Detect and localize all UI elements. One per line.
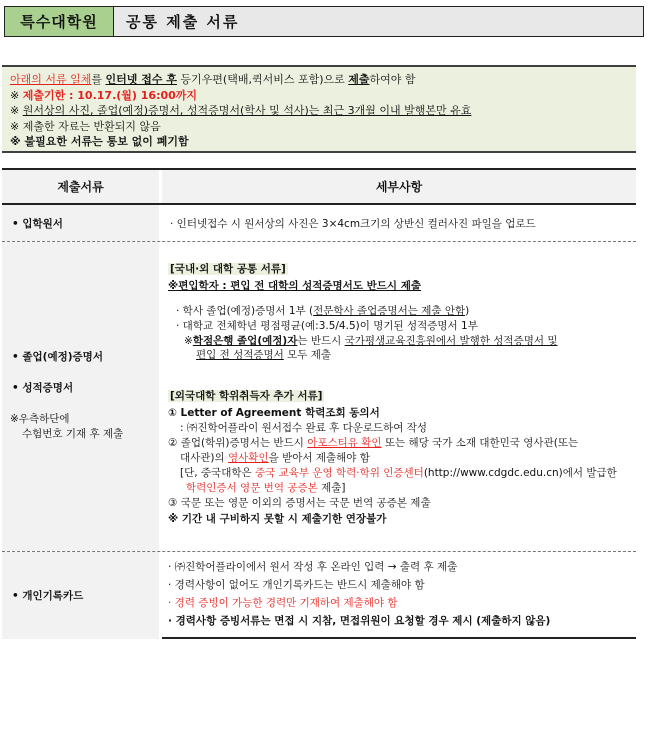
detail-text: ② 졸업(학위)증명서는 반드시: [168, 437, 308, 449]
detail-text: 중국 교육부 운영 학력·학위 인증센터: [254, 467, 424, 479]
detail-text: 영사확인: [228, 452, 269, 464]
detail-text: 또는 해당 국가 소재 대한민국 영사관(또는: [381, 437, 579, 449]
foreign-item-3: ③ 국문 또는 영문 이외의 증명서는 국문 번역 공증본 제출: [168, 497, 431, 509]
section-common-title: [국내·외 대학 공통 서류]: [170, 263, 286, 275]
foreign-item-2-china: [180, 466, 617, 480]
foreign-item-1: ① Letter of Agreement 학력조회 동의서: [168, 407, 380, 419]
detail-item-bachelor: [176, 304, 469, 318]
table-row-career: [2, 552, 636, 639]
foreign-item-4: ※ 기간 내 구비하지 못할 시 제출기한 연장불가: [168, 513, 387, 525]
notice-line-1: [10, 72, 628, 88]
career-item-4: · 경력사항 증빙서류는 면접 시 지참, 면접위원이 요청할 경우 제시 (제출하지 않음): [168, 615, 551, 627]
notice-after-online: 인터넷 접수 후: [105, 73, 177, 86]
detail-text: 아포스티유 확인: [307, 437, 382, 449]
application-detail: · 인터넷접수 시 원서상의 사진은 3×4cm크기의 상반신 컬러사진 파일을 업로드: [170, 217, 536, 230]
detail-text: 편입 전 성적증명서: [196, 349, 284, 361]
detail-text: 학점은행 졸업(예정)자: [192, 335, 298, 347]
detail-text: 학력인증서 영문 번역 공증본: [186, 482, 318, 494]
notice-line-4: ※ 제출한 자료는 반환되지 않음: [10, 119, 161, 133]
detail-text: ※: [184, 335, 193, 347]
row-label-cell: [2, 205, 159, 241]
detail-text: 국가평생교육진흥원에서 발행한 성적증명서 및: [344, 335, 558, 347]
foreign-item-2-cont: [180, 451, 370, 465]
table-row-application: [2, 205, 636, 242]
notice-line-5: ※ 불필요한 서류는 통보 없이 폐기함: [10, 135, 189, 148]
graduation-detail: [162, 242, 636, 551]
label-graduation-certificate: • 졸업(예정)증명서: [12, 351, 103, 363]
section-foreign-title: [외국대학 학위취득자 추가 서류]: [170, 390, 323, 402]
foreign-item-2-china-cont: [186, 481, 345, 495]
school-name: 특수대학원: [5, 7, 114, 36]
table-row-graduation: [2, 242, 636, 552]
notice-text: 를: [91, 73, 106, 86]
notice-text: 하여야 함: [369, 73, 416, 86]
detail-text: 제출]: [317, 482, 346, 494]
documents-table: [2, 168, 636, 639]
detail-text: 모두 제출: [283, 349, 332, 361]
notice-line-3: [10, 103, 628, 119]
label-transcript: • 성적증명서: [12, 382, 74, 394]
detail-text: · 학사 졸업(예정)증명서 1부 (: [176, 305, 314, 317]
career-item-2: · 경력사항이 없어도 개인기록카드는 반드시 제출해야 함: [168, 579, 425, 591]
col-header-documents: 제출서류: [2, 170, 159, 203]
notice-mark: ※: [10, 104, 23, 117]
notice-validity: 원서상의 사진, 졸업(예정)증명서, 성적증명서(학사 및 석사)는 최근 3개월 이내 발행본만 유효: [22, 104, 472, 117]
detail-item-credit-bank-cont: [196, 348, 331, 362]
label-application-form: • 입학원서: [12, 217, 63, 230]
career-detail: [162, 552, 636, 639]
notice-box: [2, 65, 636, 153]
detail-text: 을 받아서 제출해야 함: [268, 452, 370, 464]
transfer-note: ※편입학자 : 편입 전 대학의 성적증명서도 반드시 제출: [168, 280, 421, 292]
label-note-line: ※우측하단에: [10, 413, 70, 425]
col-header-details: 세부사항: [162, 170, 636, 203]
notice-line-2: [10, 88, 628, 104]
page-header: [4, 6, 644, 37]
page-title: 공통 제출 서류: [114, 7, 643, 36]
detail-text: 전문학사 졸업증명서는 제출 안함: [313, 305, 466, 317]
detail-text: 는 반드시: [297, 335, 345, 347]
detail-text: [단, 중국대학은: [180, 467, 255, 479]
notice-submit: 제출: [348, 73, 370, 86]
label-note-line: 수험번호 기재 후 제출: [22, 428, 124, 440]
notice-all-documents: 아래의 서류 일체: [10, 73, 92, 86]
detail-text: 대사관)의: [180, 452, 229, 464]
notice-text: 등기우편(택배,퀵서비스 포함)으로: [176, 73, 349, 86]
label-note: [10, 412, 123, 442]
row-label-cell: [2, 242, 159, 551]
foreign-item-1-desc: : ㈜진학어플라이 원서접수 완료 후 다운로드하여 작성: [180, 422, 428, 434]
career-item-1: · ㈜진학어플라이에서 원서 작성 후 온라인 입력 → 출력 후 제출: [168, 561, 458, 573]
label-personal-record-card: • 개인기록카드: [12, 590, 84, 602]
detail-item-gpa: · 대학교 전체학년 평점평균(예:3.5/4.5)이 명기된 성적증명서 1부: [176, 320, 478, 332]
career-item-3: · 경력 증빙이 가능한 경력만 기재하여 제출해야 함: [168, 597, 398, 609]
detail-item-credit-bank: [184, 334, 557, 348]
row-label-cell: [2, 552, 159, 639]
foreign-item-2: [168, 436, 578, 450]
notice-mark: ※: [10, 88, 23, 102]
detail-text: ): [465, 305, 470, 317]
notice-deadline: 제출기한 : 10.17.(월) 16:00까지: [22, 88, 198, 102]
table-header-row: [2, 170, 636, 205]
detail-text: (http://www.cdgdc.edu.cn)에서 발급한: [423, 467, 617, 479]
